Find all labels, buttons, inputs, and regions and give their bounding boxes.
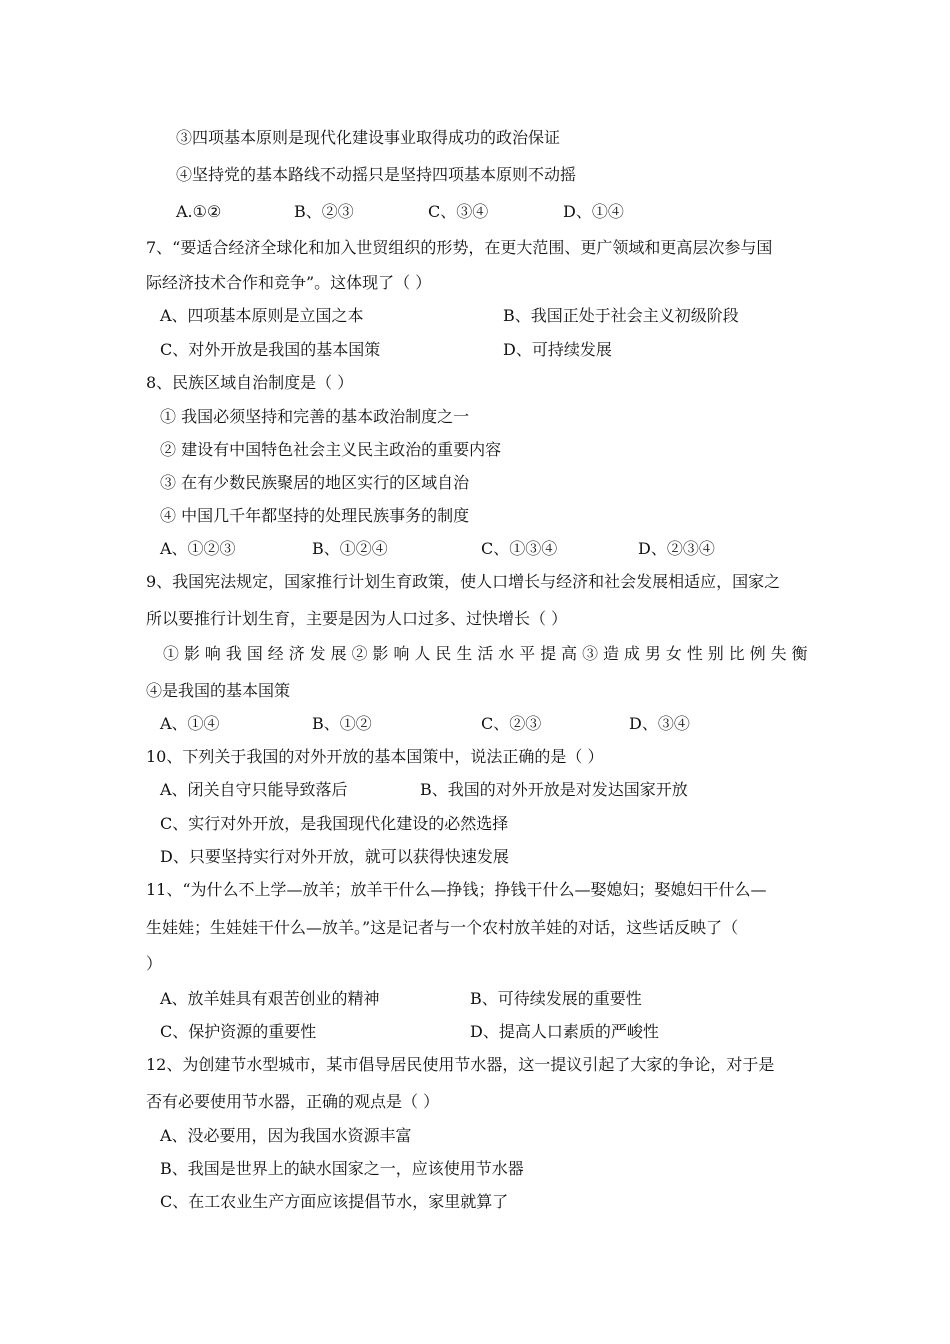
question-8-option-b: B、①②④ [312,539,388,558]
question-11-stem-cont: 生娃娃；生娃娃干什么—放羊。”这是记者与一个农村放羊娃的对话，这些话反映了（ [146,918,739,937]
question-7-stem: 7、“要适合经济全球化和加入世贸组织的形势，在更大范围、更广领域和更高层次参与国 [146,238,773,257]
question-12-stem: 12、为创建节水型城市，某市倡导居民使用节水器，这一提议引起了大家的争论，对于是 [146,1055,775,1074]
question-11-option-c: C、保护资源的重要性 [160,1022,317,1041]
question-8-option-a: A、①②③ [160,539,236,558]
question-11-stem: 11、“为什么不上学—放羊；放羊干什么—挣钱；挣钱干什么—娶媳妇；娶媳妇干什么— [146,880,767,899]
question-12-option-b: B、我国是世界上的缺水国家之一，应该使用节水器 [160,1159,524,1178]
question-9-statements: ① 影 响 我 国 经 济 发 展 ② 影 响 人 民 生 活 水 平 提 高 ③ 造 成 男 女 性 别 比 例 失 衡 [163,644,808,663]
option-d: D、①④ [563,202,624,221]
question-8-stem: 8、民族区域自治制度是（ ） [146,373,354,392]
question-9-stem: 9、我国宪法规定，国家推行计划生育政策，使人口增长与经济和社会发展相适应，国家之 [146,572,781,591]
question-11-option-a: A、放羊娃具有艰苦创业的精神 [160,989,380,1008]
question-8-statement-2: ② 建设有中国特色社会主义民主政治的重要内容 [160,440,502,459]
question-7-option-d: D、可持续发展 [503,340,612,359]
question-8-option-d: D、②③④ [638,539,715,558]
question-11-stem-end: ） [146,954,163,973]
question-7-option-b: B、我国正处于社会主义初级阶段 [503,306,739,325]
question-9-option-c: C、②③ [481,714,542,733]
question-10-option-d: D、只要坚持实行对外开放，就可以获得快速发展 [160,847,509,866]
question-10-option-c: C、实行对外开放，是我国现代化建设的必然选择 [160,814,509,833]
question-10-stem: 10、下列关于我国的对外开放的基本国策中，说法正确的是（ ） [146,747,604,766]
question-7-option-a: A、四项基本原则是立国之本 [160,306,364,325]
question-9-stem-cont: 所以要推行计划生育，主要是因为人口过多、过快增长（ ） [146,609,568,628]
question-8-statement-3: ③ 在有少数民族聚居的地区实行的区域自治 [160,473,470,492]
question-11-option-b: B、可待续发展的重要性 [470,989,642,1008]
question-8-statement-4: ④ 中国几千年都坚持的处理民族事务的制度 [160,506,470,525]
question-8-option-c: C、①③④ [481,539,558,558]
question-10-option-a: A、闭关自守只能导致落后 [160,780,348,799]
question-8-statement-1: ① 我国必须坚持和完善的基本政治制度之一 [160,407,470,426]
question-9-option-d: D、③④ [629,714,690,733]
question-10-option-b: B、我国的对外开放是对发达国家开放 [420,780,688,799]
question-9-statement-4: ④是我国的基本国策 [146,681,291,700]
statement-4: ④坚持党的基本路线不动摇只是坚持四项基本原则不动摇 [176,165,577,184]
question-12-stem-cont: 否有必要使用节水器，正确的观点是（ ） [146,1092,440,1111]
question-7-stem-cont: 际经济技术合作和竞争”。这体现了（ ） [146,273,432,292]
question-12-option-c: C、在工农业生产方面应该提倡节水，家里就算了 [160,1192,509,1211]
statement-3: ③四项基本原则是现代化建设事业取得成功的政治保证 [176,128,561,147]
question-11-option-d: D、提高人口素质的严峻性 [470,1022,659,1041]
question-9-option-a: A、①④ [160,714,220,733]
option-b: B、②③ [294,202,354,221]
option-a: A.①② [176,202,222,221]
question-9-option-b: B、①② [312,714,372,733]
option-c: C、③④ [428,202,489,221]
question-7-option-c: C、对外开放是我国的基本国策 [160,340,381,359]
question-12-option-a: A、没必要用，因为我国水资源丰富 [160,1126,412,1145]
